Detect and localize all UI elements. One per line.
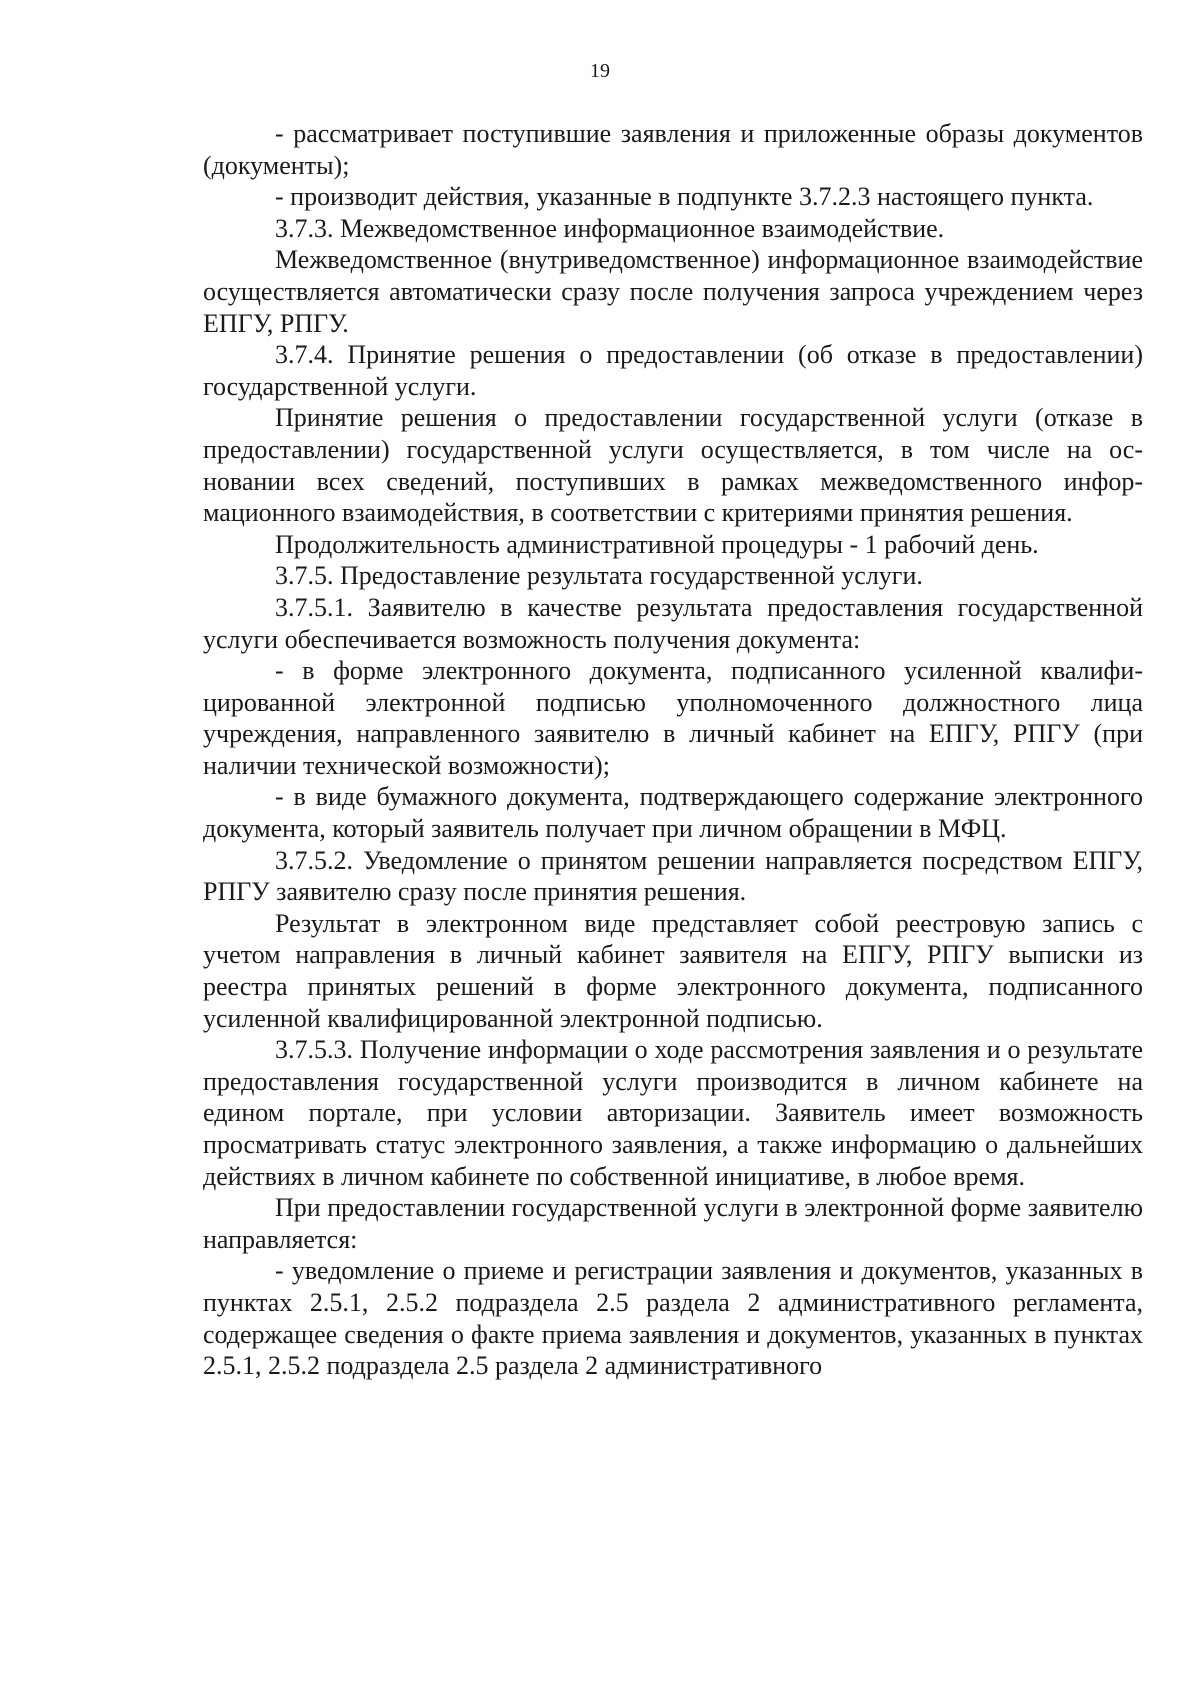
paragraph-12: 3.7.5.2. Уведомление о принятом решении направляется посредством ЕПГУ, РПГУ заявителю сразу после принятия решения. [203, 845, 1143, 907]
paragraph-9: 3.7.5.1. Заявителю в качестве результата предоставления государственной услуги обеспечивается возможность получения документа: [203, 592, 1143, 654]
paragraph-16: - уведомление о приеме и регистрации заявления и документов, указанных в пунктах 2.5.1, 2.5.2 подраздела 2.5 раздела 2 административного регламента, содержащее сведения о факте приема заявления и документов, указанных в пунктах 2.5.1, 2.5.2 подраздела 2.5 раздела 2 административного [203, 1256, 1143, 1381]
section-heading-3-7-5: 3.7.5. Предоставление результата государственной услуги. [275, 561, 923, 591]
document-body [203, 118, 1143, 1382]
paragraph-1: - рассматривает поступившие заявления и приложенные образы документов (документы); [203, 119, 1143, 180]
paragraph-4: Межведомственное (внутриведомственное) информационное взаимодействие осуществляется автоматически сразу после получения запроса учреждением через ЕПГУ, РПГУ. [203, 245, 1143, 338]
paragraph-11: - в виде бумажного документа, подтверждающего содержание электронного документа, который заявитель получает при личном обращении в МФЦ. [203, 782, 1143, 844]
page-number: 19 [590, 60, 610, 82]
paragraph-6: Принятие решения о предоставлении государственной услуги (отказе в предоставлении) государственной услуги осуществляется, в том числе на основании всех сведений, поступивших в рамках межведомственного информационного взаимодействия, в соответствии с критериями принятия решения. [203, 403, 1143, 528]
paragraph-2: - производит действия, указанные в подпункте 3.7.2.3 настоящего пункта. [275, 182, 1094, 212]
paragraph-15: При предоставлении государственной услуги в электронной форме заявителю направляется: [203, 1193, 1143, 1254]
section-heading-3-7-3: 3.7.3. Межведомственное информационное взаимодействие. [275, 213, 945, 243]
paragraph-13: Результат в электронном виде представляет собой реестровую запись с учетом направления в личный кабинет заявителя на ЕПГУ, РПГУ выписки из реестра принятых решений в форме электронного документа, подписанного усиленной квалифицированной электронной подписью. [203, 908, 1143, 1033]
paragraph-14: 3.7.5.3. Получение информации о ходе рассмотрения заявления и о результате предоставления государственной услуги производится в личном кабинете на едином портале, при условии авторизации. Заявитель имеет возможность просматривать статус электронного заявления, а также информацию о дальнейших действиях в личном кабинете по собственной инициативе, в любое время. [203, 1035, 1143, 1191]
paragraph-10: - в форме электронного документа, подписанного усиленной квалифицированной электронной подписью уполномоченного должностного лица учреждения, направленного заявителю в личный кабинет на ЕПГУ, РПГУ (при наличии технической возможности); [203, 656, 1143, 780]
section-heading-3-7-4: 3.7.4. Принятие решения о предоставлении (об отказе в предоставлении) государственной услуги. [203, 340, 1143, 401]
paragraph-7: Продолжительность административной процедуры - 1 рабочий день. [275, 529, 1039, 559]
